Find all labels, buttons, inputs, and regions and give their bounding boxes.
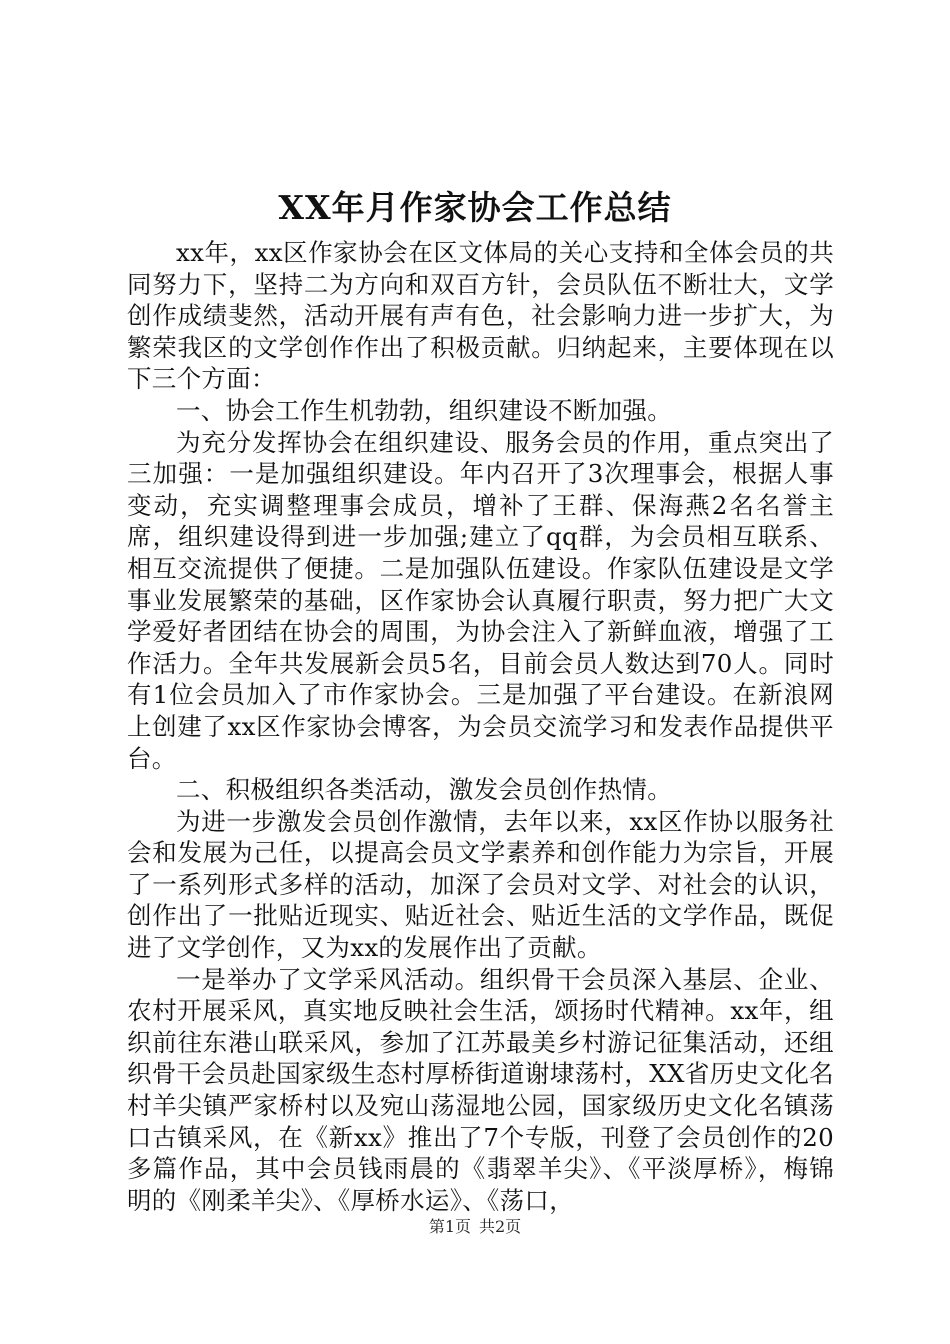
- paragraph-activities: 为进一步激发会员创作激情，去年以来，xx区作协以服务社会和发展为己任，以提高会员文学素养和创作能力为宗旨，开展了一系列形式多样的活动，加深了会员对文学、对社会的认识，创作出了一批贴近现实、贴近社会、贴近生活的文学作品，既促进了文学创作，又为xx的发展作出了贡献。: [127, 806, 834, 963]
- page-number: 第1页: [428, 1217, 471, 1236]
- paragraph-intro: xx年，xx区作家协会在区文体局的关心支持和全体会员的共同努力下，坚持二为方向和双百方针，会员队伍不断壮大，文学创作成绩斐然，活动开展有声有色，社会影响力进一步扩大，为繁荣我区的文学创作作出了积极贡献。归纳起来，主要体现在以下三个方面：: [127, 238, 834, 394]
- section-heading-2: 二、积极组织各类活动，激发会员创作热情。: [176, 775, 672, 805]
- paragraph-field-trips: 一是举办了文学采风活动。组织骨干会员深入基层、企业、农村开展采风，真实地反映社会生活，颂扬时代精神。xx年，组织前往东港山联采风，参加了江苏最美乡村游记征集活动，还组织骨干会员赴国家级生态村厚桥街道谢埭荡村，XX省历史文化名村羊尖镇严家桥村以及宛山荡湿地公园，国家级历史文化名镇荡口古镇采风，在《新xx》推出了7个专版，刊登了会员创作的20多篇作品，其中会员钱雨晨的《翡翠羊尖》、《平淡厚桥》，梅锦明的《刚柔羊尖》、《厚桥水运》、《荡口，: [127, 964, 834, 1215]
- page-footer: [0, 1216, 950, 1238]
- section-heading-1: 一、协会工作生机勃勃，组织建设不断加强。: [176, 395, 672, 425]
- page-total: 共2页: [479, 1217, 522, 1236]
- document-title: XX年月作家协会工作总结: [278, 188, 672, 227]
- document-body: [127, 237, 834, 1216]
- paragraph-organization: 为充分发挥协会在组织建设、服务会员的作用，重点突出了三加强：一是加强组织建设。年内召开了3次理事会，根据人事变动，充实调整理事会成员，增补了王群、保海燕2名名誉主席，组织建设得到进一步加强;建立了qq群，为会员相互联系、相互交流提供了便捷。二是加强队伍建设。作家队伍建设是文学事业发展繁荣的基础，区作家协会认真履行职责，努力把广大文学爱好者团结在协会的周围，为协会注入了新鲜血液，增强了工作活力。全年共发展新会员5名，目前会员人数达到70人。同时有1位会员加入了市作家协会。三是加强了平台建设。在新浪网上创建了xx区作家协会博客，为会员交流学习和发表作品提供平台。: [127, 427, 834, 773]
